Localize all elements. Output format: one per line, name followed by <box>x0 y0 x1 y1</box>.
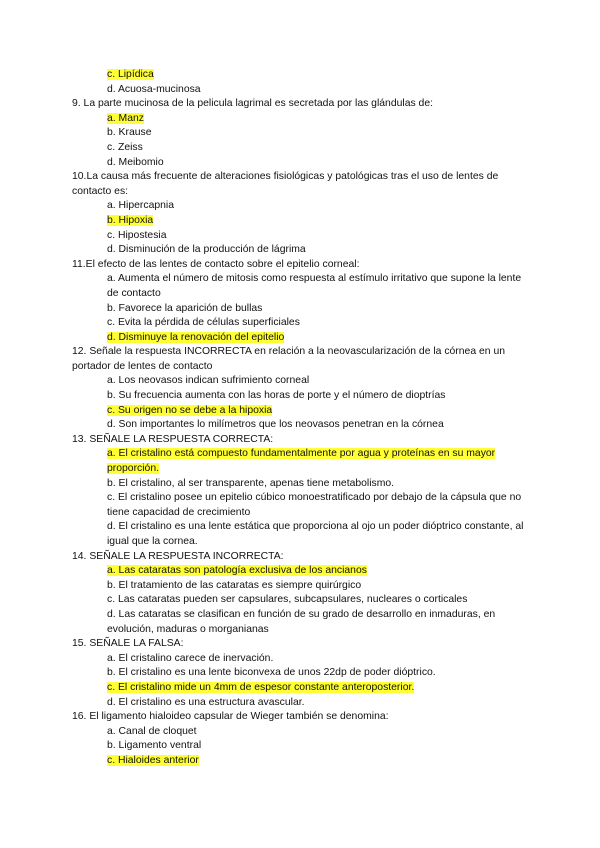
answer-option-highlighted <box>0 331 600 346</box>
line-text: 11.El efecto de las lentes de contacto sobre el epitelio corneal: <box>72 258 360 270</box>
line-text: b. El cristalino, al ser transparente, apenas tiene metabolismo. <box>107 477 395 489</box>
line-text: c. Hipostesia <box>107 229 167 241</box>
highlighted-text: c. Su origen no se debe a la hipoxia <box>107 404 273 416</box>
line-text: d. Disminución de la producción de lágrima <box>107 244 306 256</box>
line-text: a. Aumenta el número de mitosis como respuesta al estímulo irritativo que supone la lente de contacto <box>107 273 522 299</box>
line-text: 14. SEÑALE LA RESPUESTA INCORRECTA: <box>72 550 284 562</box>
answer-option-highlighted <box>0 404 600 419</box>
answer-option-highlighted <box>0 112 600 127</box>
line-text: c. Zeiss <box>107 141 143 153</box>
answer-option <box>0 199 600 214</box>
line-text: b. Ligamento ventral <box>107 740 202 752</box>
line-text: 13. SEÑALE LA RESPUESTA CORRECTA: <box>72 433 274 445</box>
answer-option <box>0 389 600 404</box>
line-text: d. Las cataratas se clasifican en función de su grado de desarrollo en inmaduras, en evolución, maduras o morganianas <box>107 608 496 635</box>
answer-option <box>0 243 600 258</box>
question-text <box>0 97 600 112</box>
line-text: a. El cristalino carece de inervación. <box>107 652 274 664</box>
answer-option <box>0 593 600 608</box>
answer-option <box>0 725 600 740</box>
answer-option <box>0 126 600 141</box>
highlighted-text: c. Hialoides anterior <box>107 754 199 766</box>
line-text: a. Los neovasos indican sufrimiento corneal <box>107 375 310 387</box>
answer-option-highlighted <box>0 68 600 83</box>
answer-option <box>0 696 600 711</box>
line-text: 15. SEÑALE LA FALSA: <box>72 638 184 650</box>
line-text: b. El tratamiento de las cataratas es siempre quirúrgico <box>107 579 362 591</box>
line-text: d. Meibomio <box>107 156 164 168</box>
line-text: c. El cristalino posee un epitelio cúbico monoestratificado por debajo de la cápsula que no tiene capacidad de crecimiento <box>107 492 522 518</box>
highlighted-text: a. Manz <box>107 112 144 124</box>
line-text: d. El cristalino es una lente estática que proporciona al ojo un poder dióptrico constante, al igual que la cornea. <box>107 521 524 547</box>
answer-option <box>0 141 600 156</box>
question-text <box>0 710 600 725</box>
line-text: c. Evita la pérdida de células superficiales <box>107 317 300 329</box>
answer-option-highlighted <box>0 681 600 696</box>
answer-option <box>0 608 600 637</box>
line-text: 9. La parte mucinosa de la pelicula lagrimal es secretada por las glándulas de: <box>72 98 433 110</box>
line-text: 16. El ligamento hialoideo capsular de Wieger también se denomina: <box>72 711 389 723</box>
answer-option <box>0 156 600 171</box>
question-text <box>0 170 600 199</box>
answer-option <box>0 739 600 754</box>
line-text: b. El cristalino es una lente biconvexa de unos 22dp de poder dióptrico. <box>107 667 436 679</box>
answer-option <box>0 491 600 520</box>
question-text <box>0 550 600 565</box>
line-text: a. Canal de cloquet <box>107 725 197 737</box>
question-text <box>0 637 600 652</box>
line-text: b. Su frecuencia aumenta con las horas de porte y el número de dioptrías <box>107 390 446 402</box>
answer-option <box>0 477 600 492</box>
line-text: 10.La causa más frecuente de alteraciones fisiológicas y patológicas tras el uso de lentes de contacto es: <box>72 171 499 197</box>
answer-option-highlighted <box>0 564 600 579</box>
answer-option-highlighted <box>0 754 600 769</box>
highlighted-text: a. El cristalino está compuesto fundamentalmente por agua y proteínas en su mayor proporción. <box>107 448 496 475</box>
answer-option <box>0 83 600 98</box>
answer-option <box>0 302 600 317</box>
answer-option <box>0 272 600 301</box>
answer-option-highlighted <box>0 214 600 229</box>
line-text: a. Hipercapnia <box>107 200 175 212</box>
highlighted-text: c. Lipídica <box>107 69 154 80</box>
answer-option <box>0 520 600 549</box>
line-text: d. Son importantes lo milímetros que los neovasos penetran en la córnea <box>107 419 444 431</box>
line-text: d. El cristalino es una estructura avascular. <box>107 696 305 708</box>
line-text: d. Acuosa-mucinosa <box>107 83 201 95</box>
answer-option-highlighted <box>0 447 600 476</box>
answer-option <box>0 229 600 244</box>
answer-option <box>0 666 600 681</box>
answer-option <box>0 579 600 594</box>
highlighted-text: c. El cristalino mide un 4mm de espesor constante anteroposterior. <box>107 681 415 693</box>
question-text <box>0 433 600 448</box>
answer-option <box>0 374 600 389</box>
document-page <box>0 68 600 769</box>
question-text <box>0 345 600 374</box>
highlighted-text: d. Disminuye la renovación del epitelio <box>107 331 285 343</box>
highlighted-text: b. Hipoxia <box>107 214 154 226</box>
answer-option <box>0 418 600 433</box>
line-text: b. Favorece la aparición de bullas <box>107 302 263 314</box>
line-text: c. Las cataratas pueden ser capsulares, subcapsulares, nucleares o corticales <box>107 594 468 606</box>
line-text: b. Krause <box>107 127 152 139</box>
answer-option <box>0 316 600 331</box>
line-text: 12. Señale la respuesta INCORRECTA en relación a la neovascularización de la córnea en un portador de lentes de contacto <box>72 346 505 372</box>
question-text <box>0 258 600 273</box>
highlighted-text: a. Las cataratas son patología exclusiva de los ancianos <box>107 565 367 577</box>
answer-option <box>0 652 600 667</box>
